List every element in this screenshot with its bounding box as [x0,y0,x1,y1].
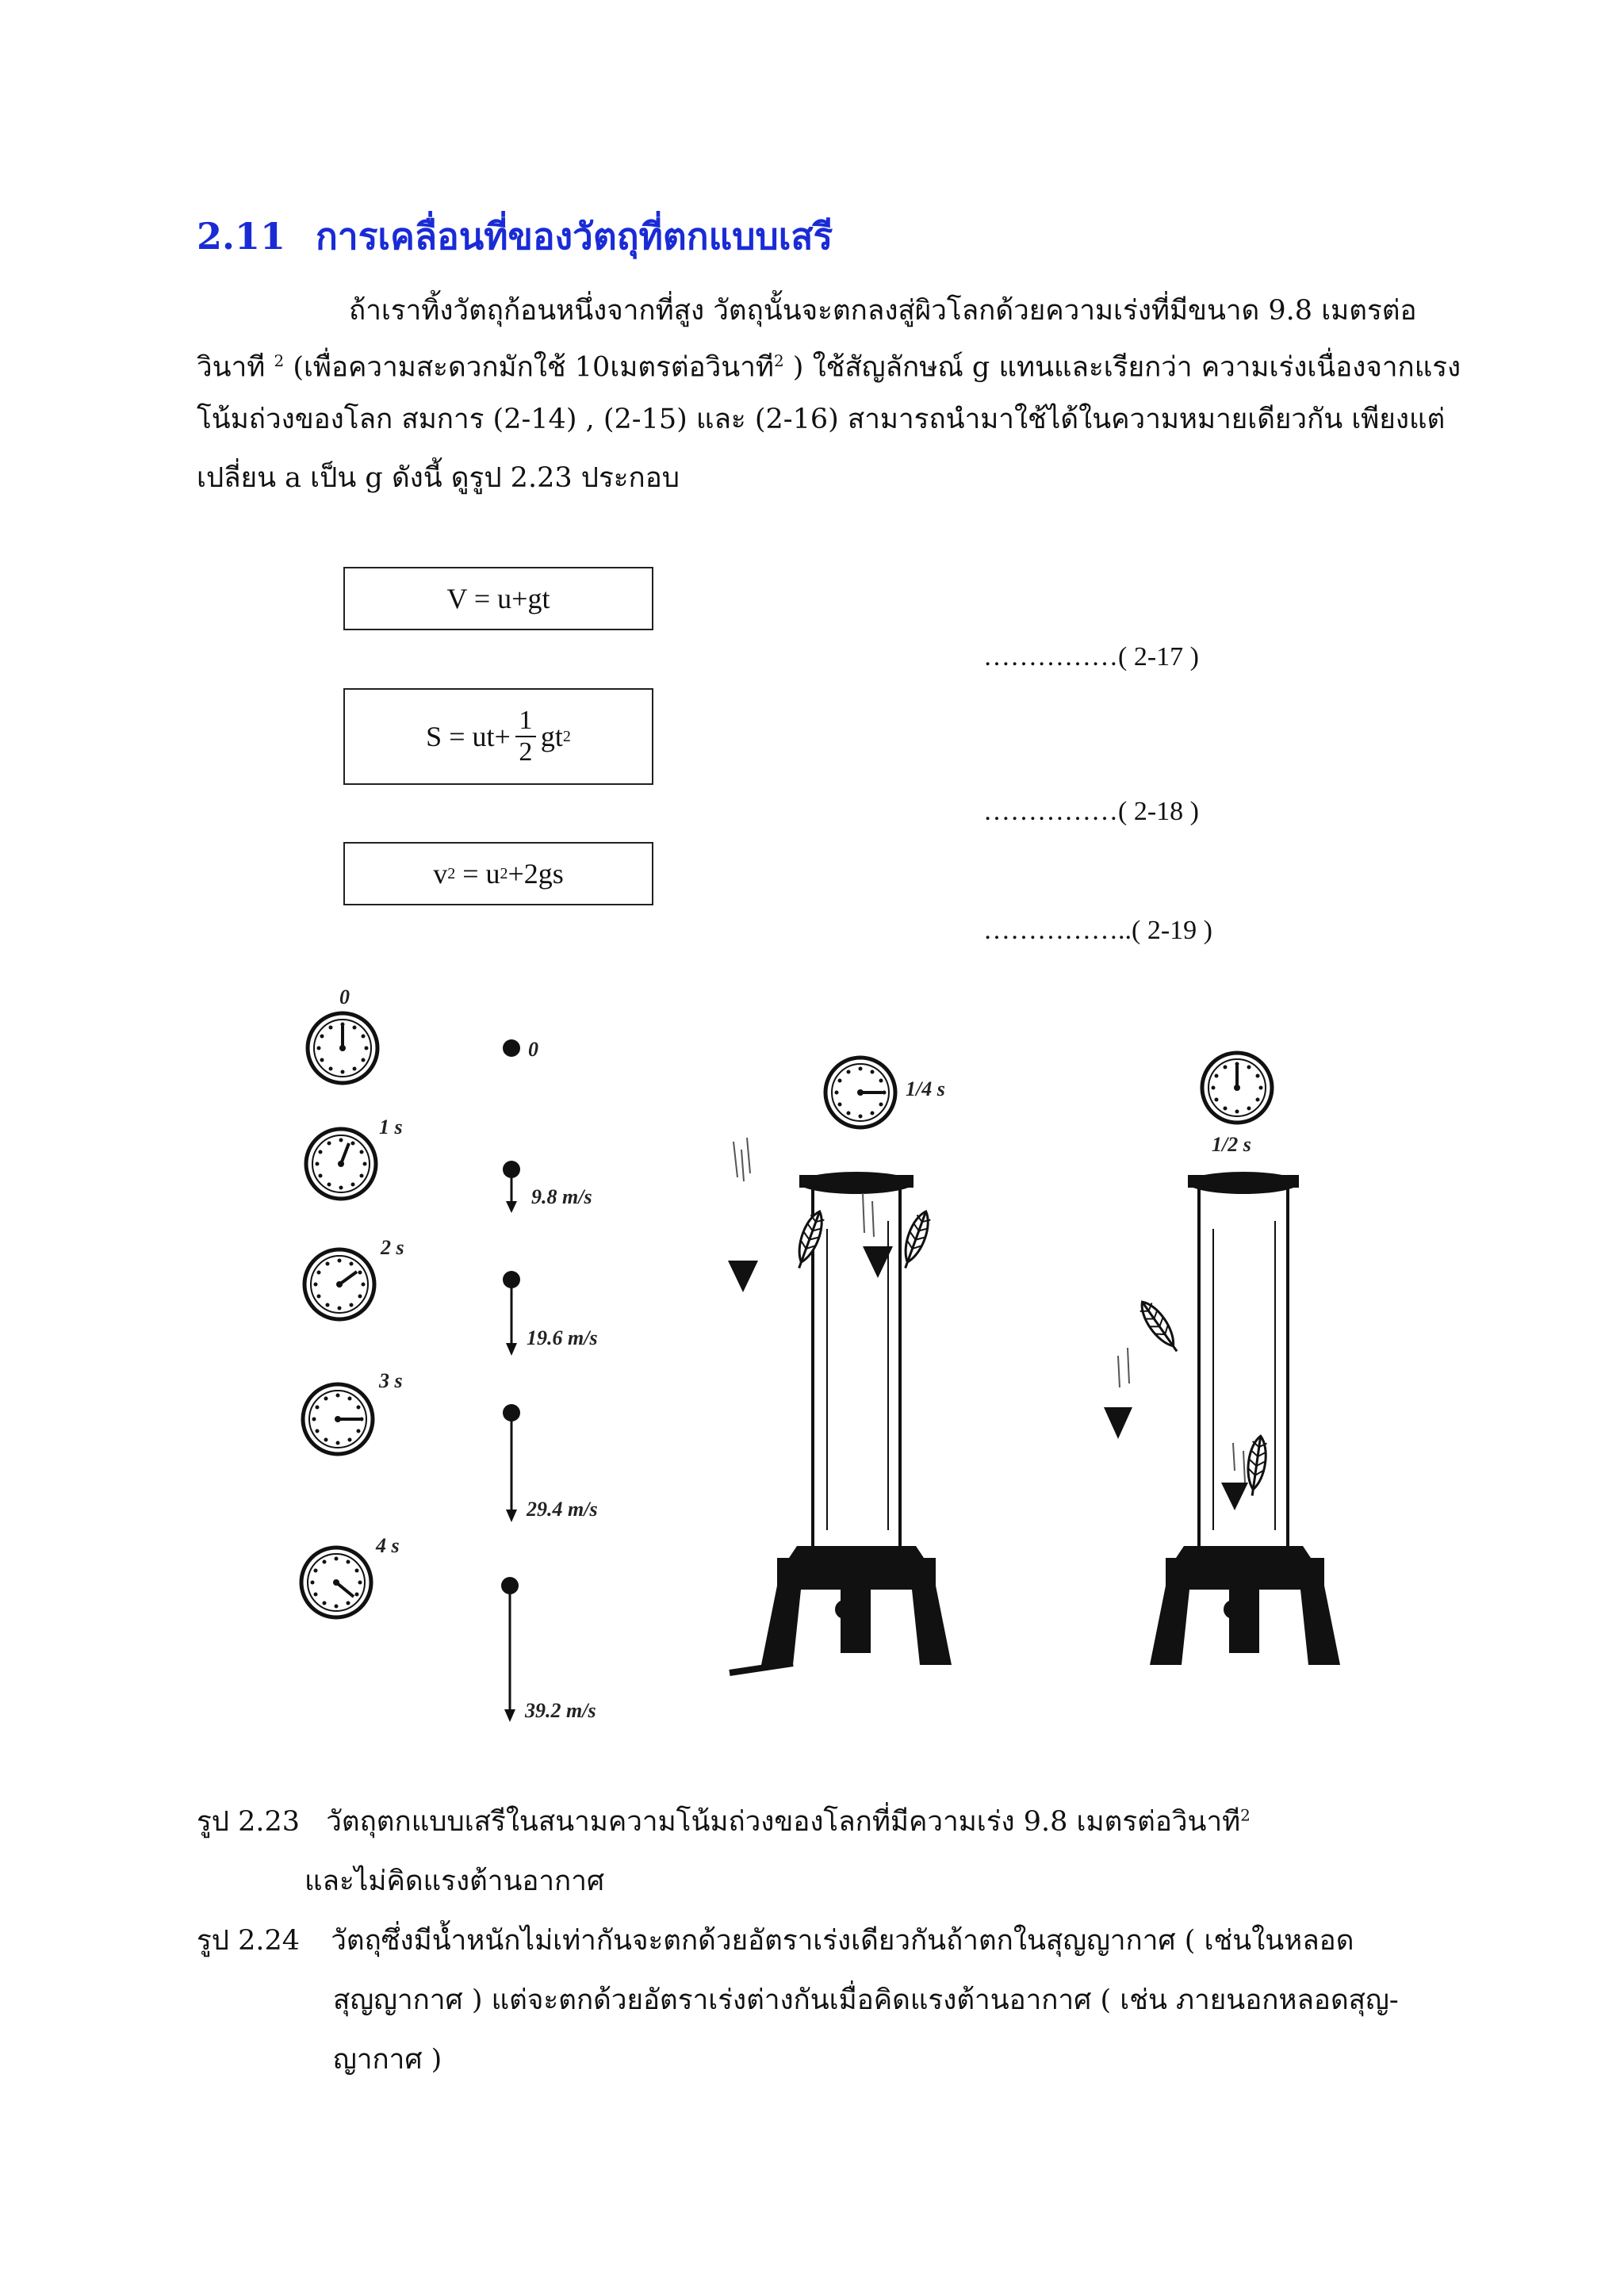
clock-icon-0 [308,1013,377,1083]
falling-weight-icon-4 [1221,1443,1248,1510]
equation-text: gt [540,721,563,752]
paragraph-text: วินาที [197,351,266,384]
falling-weight-icon-1 [728,1138,758,1292]
caption-text: วัตถุตกแบบเสรีในสนามความโน้มถ่วงของโลกที่มีความเร่ง 9.8 เมตรต่อวินาที [326,1806,1241,1838]
paragraph-line-3: โน้มถ่วงของโลก สมการ (2-14) , (2-15) และ (2-16) สามารถนำมาใช้ได้ในความหมายเดียวกัน เพียงแต่ [197,404,1446,435]
paragraph-text: ) ใช้สัญลักษณ์ g แทนและเรียกว่า ความเร่งเนื่องจากแรง [783,351,1461,384]
velocity-label-2: 19.6 m/s [527,1326,598,1349]
equation-ref-2-18: ……………( 2-18 ) [983,797,1199,826]
paragraph-line-1: ถ้าเราทิ้งวัตถุก้อนหนึ่งจากที่สูง วัตถุนั้นจะตกลงสู่ผิวโลกด้วยความเร่งที่มีขนาด 9.8 เมตรต่อ [349,295,1417,327]
equation-text: +2gs [508,858,564,890]
caption-text: วัตถุซึ่งมีน้ำหนักไม่เท่ากันจะตกด้วยอัตราเร่งเดียวกันถ้าตกในสุญญากาศ ( เช่นในหลอด [331,1925,1354,1957]
fraction-denominator: 2 [519,737,533,767]
fraction-numerator: 1 [519,706,533,735]
caption-fig-2-24 [197,1919,1354,1962]
section-title: การเคลื่อนที่ของวัตถุที่ตกแบบเสรี [316,215,833,258]
feather-icon-1 [791,1208,828,1271]
clock-icon-4 [301,1548,371,1617]
fraction-half [515,706,536,767]
ball-start-label: 0 [528,1038,538,1061]
section-heading [197,208,833,266]
caption-fig-2-23 [197,1800,1251,1843]
ball-start [503,1039,520,1057]
equation-text: = u [455,858,500,890]
superscript: 2 [773,351,784,370]
tube-clock-label-2: 1/2 s [1212,1133,1251,1156]
equation-ref-2-17: ……………( 2-17 ) [983,642,1199,672]
equation-box-velocity-squared [343,842,653,905]
equation-text: v [433,858,448,890]
superscript: 2 [274,351,285,370]
velocity-arrow-4 [501,1577,519,1722]
caption-label: รูป 2.23 [197,1806,301,1838]
superscript: 2 [562,727,571,745]
superscript: 2 [500,864,508,882]
paragraph-line-4: เปลี่ยน a เป็น g ดังนี้ ดูรูป 2.23 ประกอบ [197,462,680,494]
tube-clock-label-1: 1/4 s [906,1077,945,1100]
clock-icon-3 [303,1384,373,1454]
falling-weight-icon-3 [1104,1348,1132,1439]
feather-icon-2 [898,1208,934,1271]
clock-icon-2 [304,1249,374,1319]
equation-text: S = ut+ [426,721,511,752]
caption-fig-2-24-line2: สุญญากาศ ) แต่จะตกด้วยอัตราเร่งต่างกันเมื่อคิดแรงต้านอากาศ ( เช่น ภายนอกหลอดสุญ- [333,1984,1399,2016]
velocity-label-3: 29.4 m/s [527,1498,598,1521]
clock-label-3: 3 s [379,1369,403,1392]
superscript: 2 [447,864,456,882]
clock-label-1: 1 s [379,1115,403,1138]
velocity-arrow-2 [503,1271,520,1356]
equation-ref-2-19: ……………..( 2-19 ) [983,916,1212,945]
caption-label: รูป 2.24 [197,1925,301,1957]
velocity-label-1: 9.8 m/s [531,1185,592,1208]
superscript: 2 [1240,1805,1251,1825]
velocity-arrow-1 [503,1161,520,1213]
clock-label-2: 2 s [381,1236,404,1259]
caption-fig-2-24-line3: ญากาศ ) [333,2044,442,2076]
equation-box-velocity [343,567,653,630]
feather-icon-4 [1244,1435,1269,1497]
clock-label-0: 0 [339,985,350,1008]
tube-clock-icon-2 [1202,1053,1272,1123]
equation-box-displacement [343,688,653,785]
caption-fig-2-23-line2: และไม่คิดแรงต้านอากาศ [304,1866,605,1897]
feather-icon-3 [1136,1297,1184,1356]
clock-icon-1 [306,1129,376,1199]
equation-text: V = u+gt [446,583,550,614]
paragraph-line-2 [197,331,1461,397]
section-number: 2.11 [197,215,286,258]
velocity-arrow-3 [503,1404,520,1522]
free-fall-figure [285,975,1380,1760]
paragraph-text: (เพื่อความสะดวกมักใช้ 10เมตรต่อวินาที [284,351,774,384]
clock-label-4: 4 s [376,1534,400,1557]
vacuum-tube-2 [1150,1172,1340,1665]
velocity-label-4: 39.2 m/s [525,1699,596,1722]
tube-clock-icon-1 [825,1058,895,1127]
